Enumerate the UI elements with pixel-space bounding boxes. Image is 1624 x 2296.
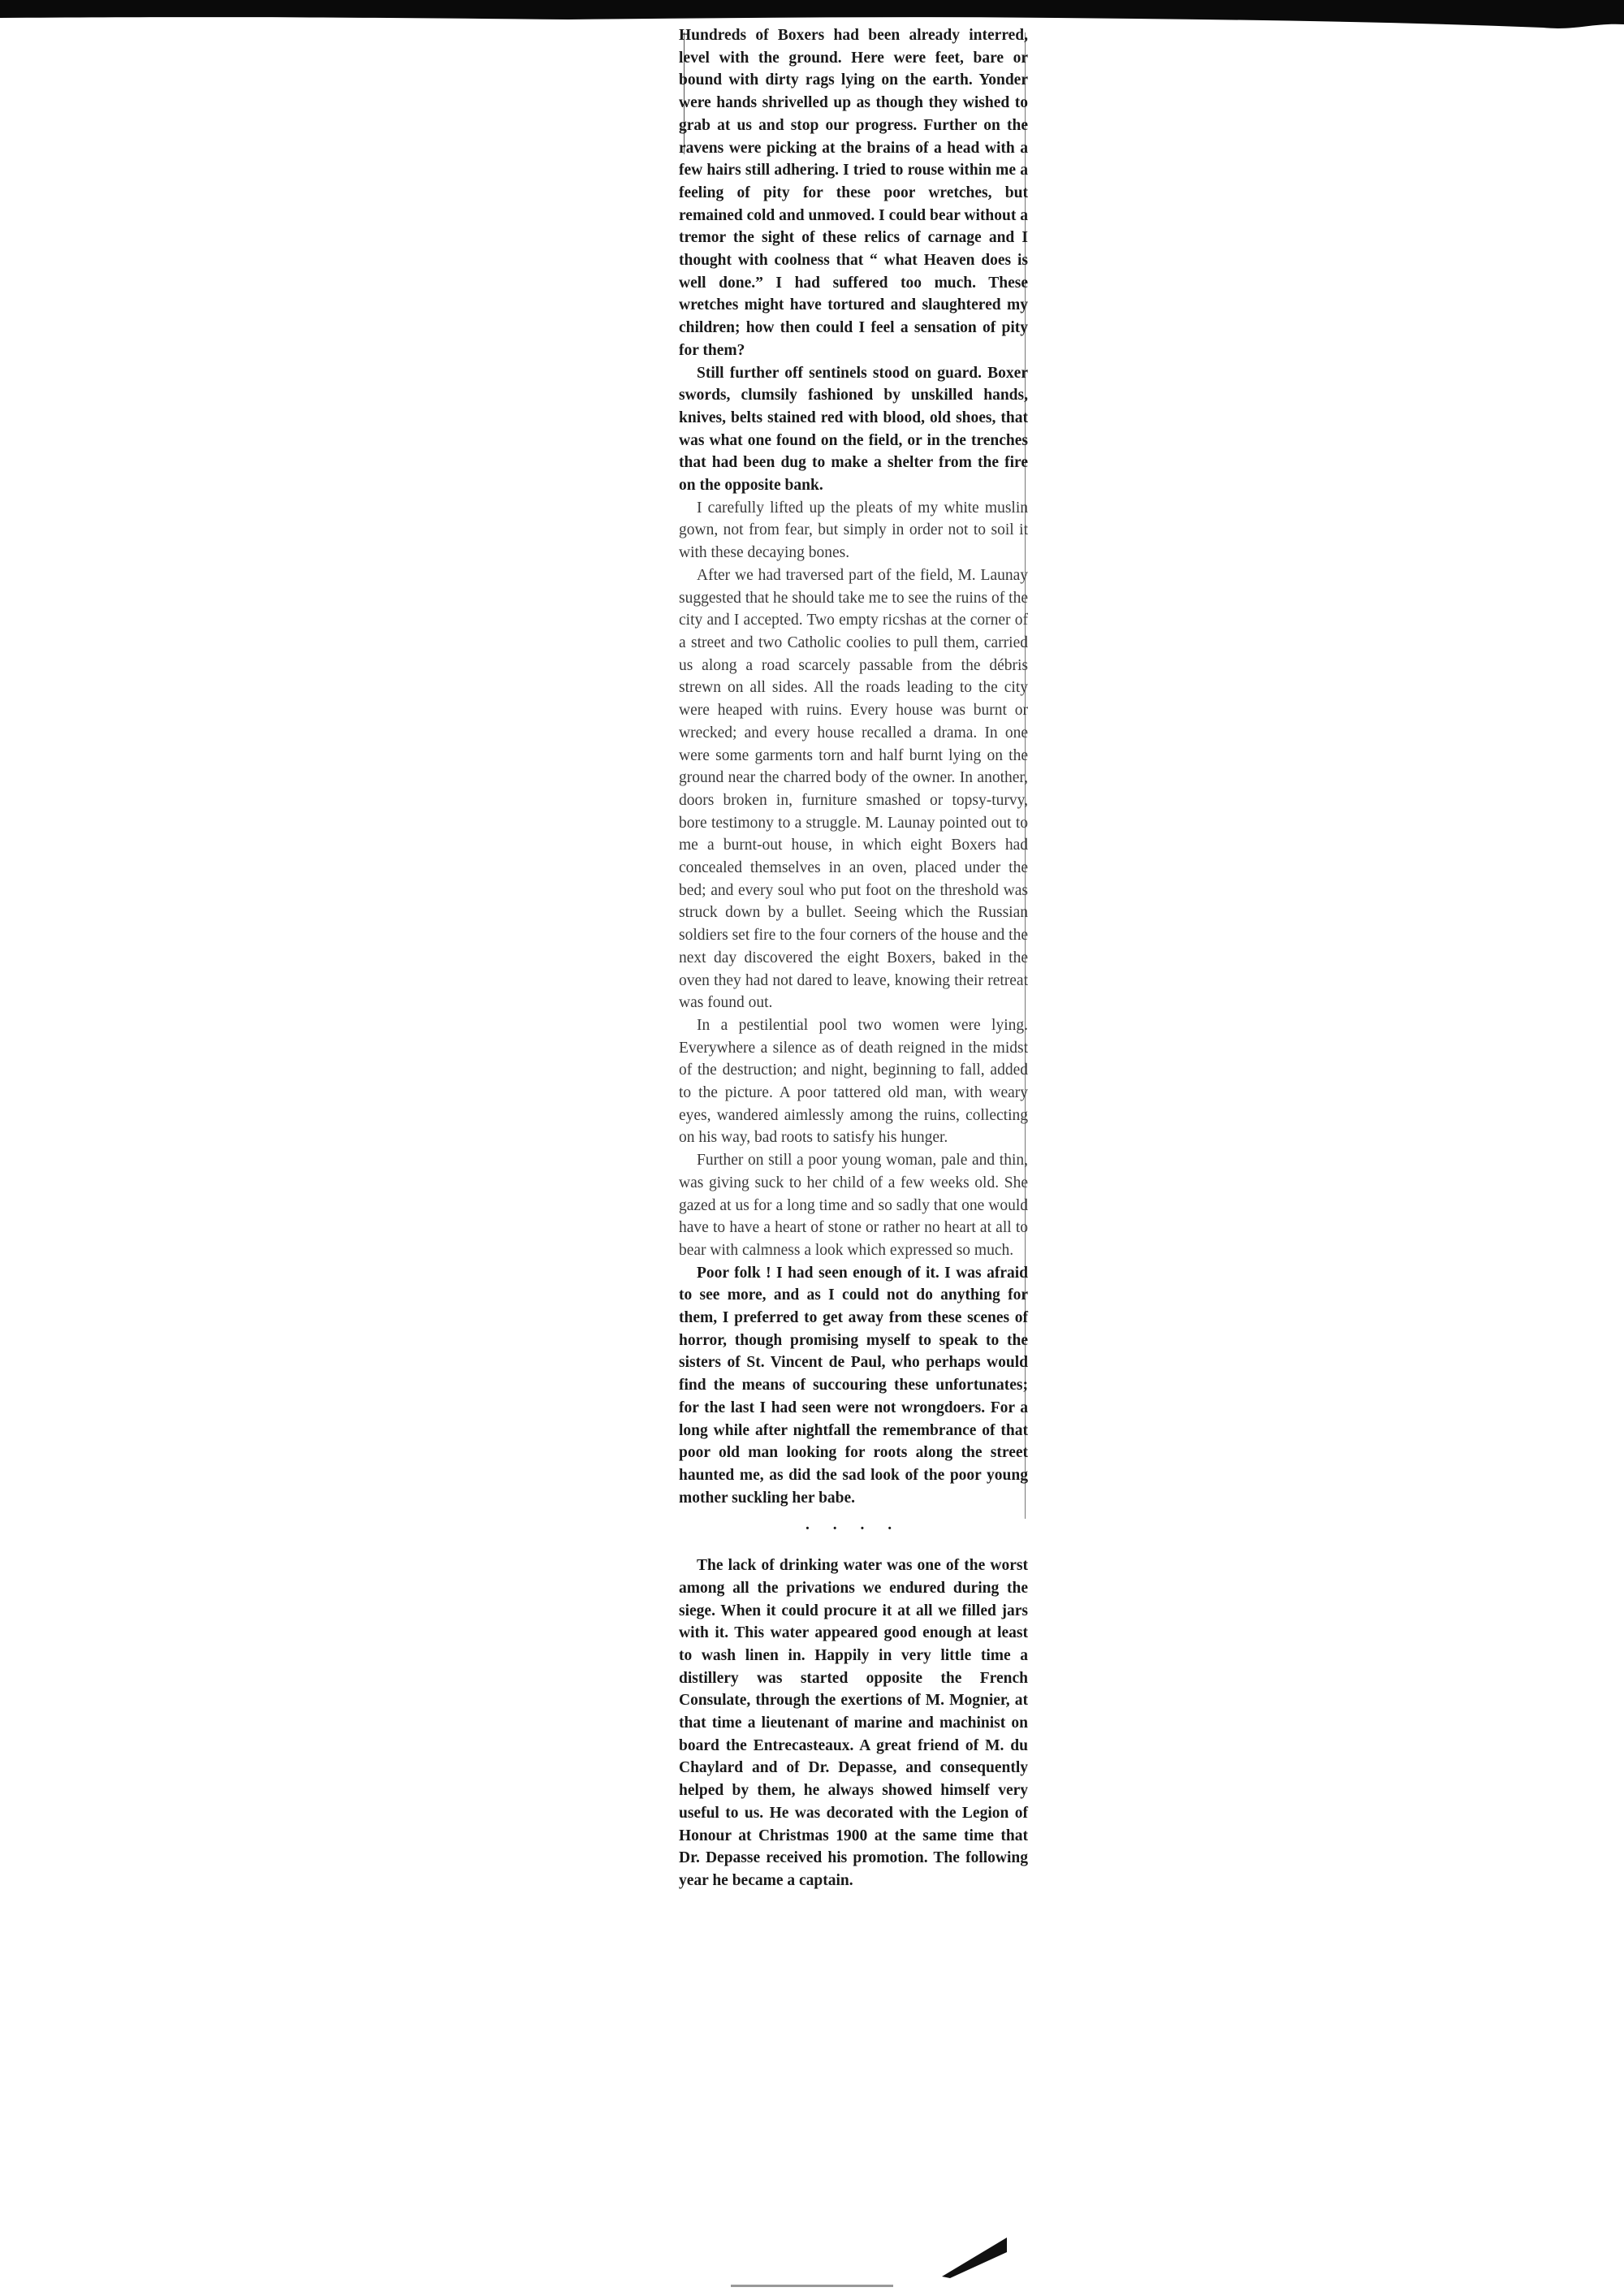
paragraph-boxers-interred: Hundreds of Boxers had been already interred, level with the ground. Here were feet, bare or bound with dirty rags lying on the earth. Yonder were hands shrivelled up as though they wished to grab at us and stop our progress. Further on the ravens were picking at the brains of a head with a few hairs still adhering. I tried to rouse within me a feeling of pity for these poor wretches, but remained cold and unmoved. I could bear without a tremor the sight of these relics of carnage and I thought with coolness that “ what Heaven does is well done.” I had suffered too much. These wretches might have tortured and slaughtered my children; how then could I feel a sensation of pity for them?	[679, 27, 1028, 359]
paragraph-young-woman: Further on still a poor young woman, pale and thin, was giving suck to her child of a few weeks old. She gazed at us for a long time and so sadly that one would have to have a heart of stone or rather no heart at all to bear with calmness a look which expressed so much.	[679, 1152, 1028, 1259]
scan-bottom-smudge	[731, 2284, 893, 2289]
paragraph-muslin-gown: I carefully lifted up the pleats of my white muslin gown, not from fear, but simply in order not to soil it with these decaying bones.	[679, 499, 1028, 562]
paragraph-ruins-of-city: After we had traversed part of the field, M. Launay suggested that he should take me to see the ruins of the city and I accepted. Two empty ricshas at the corner of a street and two Catholic coolies to pull them, carried us along a road scarcely passable from the débris strewn on all sides. All the roads leading to the city were heaped with ruins. Every house was burnt or wrecked; and every house recalled a drama. In one were some garments torn and half burnt lying on the ground near the charred body of the owner. In another, doors broken in, furniture smashed or topsy-turvy, bore testimony to a struggle. M. Launay pointed out to me a burnt-out house, in which eight Boxers had concealed themselves in an oven, placed under the bed; and every soul who put foot on the threshold was struck down by a bullet. Seeing which the Russian soldiers set fire to the four corners of the house and the next day discovered the eight Boxers, baked in the oven they had not dared to leave, knowing their retreat was found out.	[679, 566, 1028, 1012]
scan-corner-mark	[942, 2238, 1007, 2278]
paragraph-sentinels: Still further off sentinels stood on guard. Boxer swords, clumsily fashioned by unskilled hands, knives, belts stained red with blood, old shoes, that was what one found on the field, or in the trenches that had been dug to make a shelter from the fire on the opposite bank.	[679, 364, 1028, 495]
section-separator: . . . .	[805, 1516, 902, 1534]
paragraph-drinking-water: The lack of drinking water was one of the worst among all the privations we endured during the siege. When it could procure it at all we filled jars with it. This water appeared good enough at least to wash linen in. Happily in very little time a distillery was started opposite the French Consulate, through the exertions of M. Mognier, at that time a lieutenant of marine and machinist on board the Entrecasteaux. A great friend of M. du Chaylard and of Dr. Depasse, and consequently helped by them, he always showed himself very useful to us. He was decorated with the Legion of Honour at Christmas 1900 at the same time that Dr. Depasse received his promotion. The following year he became a captain.	[679, 1557, 1028, 1889]
paragraph-poor-folk: Poor folk ! I had seen enough of it. I was afraid to see more, and as I could not do anything for them, I preferred to get away from these scenes of horror, though promising myself to speak to the sisters of St. Vincent de Paul, who perhaps would find the means of succouring these unfortunates; for the last I had seen were not wrongdoers. For a long while after nightfall the remembrance of that poor old man looking for roots along the street haunted me, as did the sad look of the poor young mother suckling her babe.	[679, 1264, 1028, 1507]
paragraph-pestilential-pool: In a pestilential pool two women were lying. Everywhere a silence as of death reigned in the midst of the destruction; and night, beginning to fall, added to the picture. A poor tattered old man, with weary eyes, wandered aimlessly among the ruins, collecting on his way, bad roots to satisfy his hunger.	[679, 1016, 1028, 1147]
article-column	[679, 24, 1028, 1892]
